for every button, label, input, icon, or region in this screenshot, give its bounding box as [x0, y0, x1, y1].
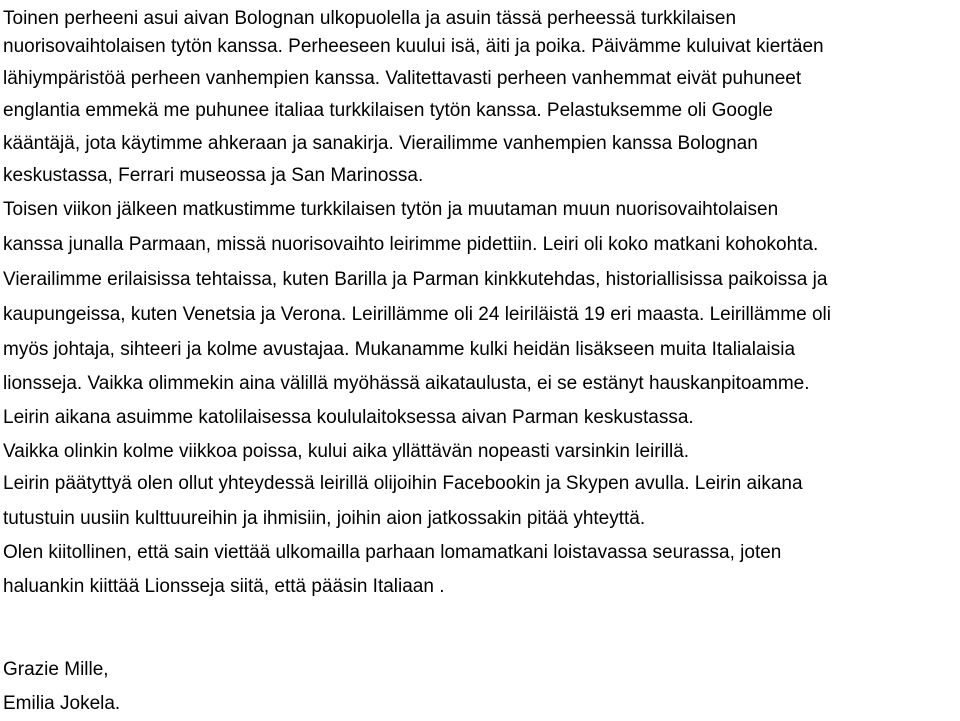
- text-line-18: haluankin kiittää Lionsseja siitä, että pääsin Italiaan .: [3, 576, 445, 597]
- text-line-14: Vaikka olinkin kolme viikkoa poissa, kului aika yllättävän nopeasti varsinkin leirillä.: [3, 441, 690, 462]
- text-line-2: nuorisovaihtolaisen tytön kanssa. Perheeseen kuului isä, äiti ja poika. Päivämme kuluivat kiertäen: [3, 36, 824, 57]
- text-line-7: Toisen viikon jälkeen matkustimme turkkilaisen tytön ja muutaman muun nuorisovaihtolaisen: [3, 199, 779, 220]
- text-line-9: Vierailimme erilaisissa tehtaissa, kuten Barilla ja Parman kinkkutehdas, historiallisissa paikoissa ja: [3, 269, 828, 290]
- text-line-4: englantia emmekä me puhunee italiaa turkkilaisen tytön kanssa. Pelastuksemme oli Google: [3, 100, 773, 121]
- text-line-10: kaupungeissa, kuten Venetsia ja Verona. Leirillämme oli 24 leiriläistä 19 eri maasta. Leirillämme oli: [3, 304, 831, 325]
- text-line-6: keskustassa, Ferrari museossa ja San Marinossa.: [3, 165, 424, 186]
- text-line-12: lionsseja. Vaikka olimmekin aina välillä myöhässä aikataulusta, ei se estänyt hauskanpitoamme.: [3, 373, 810, 394]
- text-line-13: Leirin aikana asuimme katolilaisessa koululaitoksessa aivan Parman keskustassa.: [3, 407, 694, 428]
- text-line-16: tutustuin uusiin kulttuureihin ja ihmisiin, joihin aion jatkossakin pitää yhteyttä.: [3, 508, 646, 529]
- text-line-5: kääntäjä, jota käytimme ahkeraan ja sanakirja. Vierailimme vanhempien kanssa Bolognan: [3, 133, 758, 154]
- signature-line: Emilia Jokela.: [3, 693, 121, 714]
- text-line-15: Leirin päätyttyä olen ollut yhteydessä leirillä olijoihin Facebookin ja Skypen avulla. Leirin aikana: [3, 473, 803, 494]
- text-line-17: Olen kiitollinen, että sain viettää ulkomailla parhaan lomamatkani loistavassa seurassa, joten: [3, 542, 782, 563]
- text-line-11: myös johtaja, sihteeri ja kolme avustajaa. Mukanamme kulki heidän lisäkseen muita Italialaisia: [3, 339, 796, 360]
- closing-line: Grazie Mille,: [3, 659, 109, 680]
- text-line-8: kanssa junalla Parmaan, missä nuorisovaihto leirimme pidettiin. Leiri oli koko matkani kohokohta.: [3, 234, 819, 255]
- text-line-1: Toinen perheeni asui aivan Bolognan ulkopuolella ja asuin tässä perheessä turkkilaisen: [3, 8, 737, 29]
- text-line-3: lähiympäristöä perheen vanhempien kanssa. Valitettavasti perheen vanhemmat eivät puhuneet: [3, 68, 802, 89]
